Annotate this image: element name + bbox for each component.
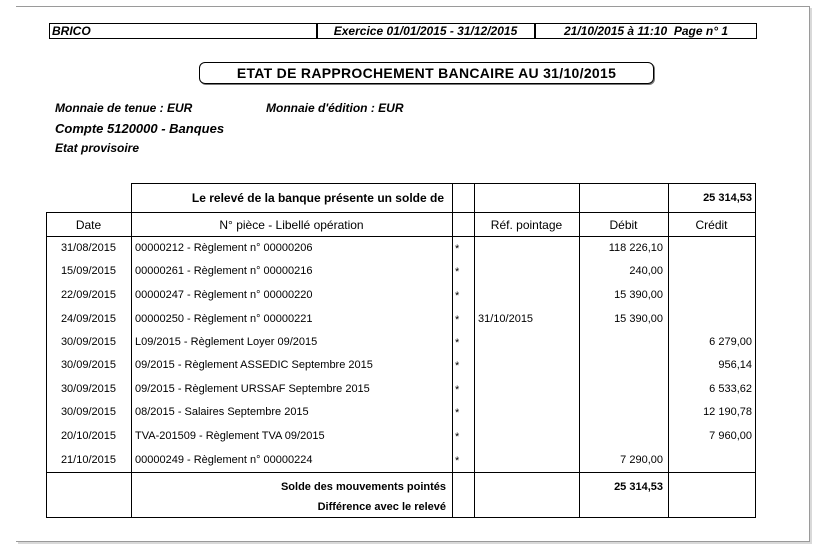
row-piece: 00000261 - Règlement n° 00000216: [135, 265, 313, 277]
currency-edition: Monnaie d'édition : EUR: [266, 101, 404, 115]
row-piece: 09/2015 - Règlement ASSEDIC Septembre 2015: [135, 359, 373, 371]
row-date: 30/09/2015: [60, 383, 116, 395]
row-debit: 15 390,00: [614, 313, 663, 325]
row-credit: 12 190,78: [703, 406, 752, 418]
row-debit: 118 226,10: [608, 242, 663, 254]
row-date: 30/09/2015: [60, 406, 116, 418]
row-piece: 00000250 - Règlement n° 00000221: [135, 313, 313, 325]
row-piece: 00000249 - Règlement n° 00000224: [135, 454, 313, 466]
row-mark: *: [455, 337, 460, 349]
row-debit: 240,00: [629, 265, 663, 277]
row-credit: 956,14: [718, 359, 752, 371]
column-header-debit: Débit: [609, 218, 638, 232]
column-header-date: Date: [75, 218, 102, 232]
row-date: 15/09/2015: [60, 265, 116, 277]
difference-label: Différence avec le relevé: [317, 501, 446, 513]
row-credit: 6 533,62: [709, 383, 752, 395]
row-mark: *: [455, 290, 460, 302]
row-debit: 15 390,00: [614, 289, 663, 301]
row-date: 20/10/2015: [60, 430, 116, 442]
row-date: 31/08/2015: [60, 242, 116, 254]
row-mark: *: [455, 360, 460, 372]
row-mark: *: [455, 243, 460, 255]
bank-balance-value: 25 314,53: [703, 192, 752, 204]
row-date: 30/09/2015: [60, 359, 116, 371]
row-piece: L09/2015 - Règlement Loyer 09/2015: [135, 336, 318, 348]
row-mark: *: [455, 384, 460, 396]
report-title: ETAT DE RAPPROCHEMENT BANCAIRE AU 31/10/2015: [199, 62, 654, 84]
row-date: 24/09/2015: [60, 313, 116, 325]
column-header-ref: Réf. pointage: [490, 218, 563, 232]
column-header-credit: Crédit: [695, 218, 728, 232]
row-mark: *: [455, 431, 460, 443]
row-mark: *: [455, 314, 460, 326]
row-piece: 00000247 - Règlement n° 00000220: [135, 289, 313, 301]
row-date: 21/10/2015: [60, 454, 116, 466]
row-piece: 08/2015 - Salaires Septembre 2015: [135, 406, 309, 418]
account-label: Compte 5120000 - Banques: [55, 121, 225, 136]
row-mark: *: [455, 455, 460, 467]
row-piece: 09/2015 - Règlement URSSAF Septembre 2015: [135, 383, 370, 395]
pointed-balance-label: Solde des mouvements pointés: [280, 481, 446, 493]
print-info: [535, 23, 757, 39]
company-name: BRICO: [49, 23, 318, 39]
row-piece: TVA-201509 - Règlement TVA 09/2015: [135, 430, 325, 442]
exercise-period: Exercice 01/01/2015 - 31/12/2015: [316, 23, 535, 39]
column-header-piece: N° pièce - Libellé opération: [219, 218, 364, 232]
row-credit: 7 960,00: [709, 430, 752, 442]
reconciliation-table: [46, 183, 755, 518]
row-debit: 7 290,00: [620, 454, 663, 466]
row-ref: 31/10/2015: [478, 313, 534, 325]
bank-balance-label: Le relevé de la banque présente un solde de: [191, 191, 444, 205]
print-date: 21/10/2015 à 11:10: [563, 24, 668, 38]
row-date: 22/09/2015: [60, 289, 116, 301]
row-date: 30/09/2015: [60, 336, 116, 348]
pointed-balance-debit: 25 314,53: [614, 481, 663, 493]
page-number: Page n° 1: [673, 24, 729, 38]
report-status: Etat provisoire: [55, 141, 140, 155]
row-mark: *: [455, 266, 460, 278]
row-piece: 00000212 - Règlement n° 00000206: [135, 242, 313, 254]
row-credit: 6 279,00: [709, 336, 752, 348]
row-mark: *: [455, 407, 460, 419]
currency-held: Monnaie de tenue : EUR: [55, 101, 193, 115]
